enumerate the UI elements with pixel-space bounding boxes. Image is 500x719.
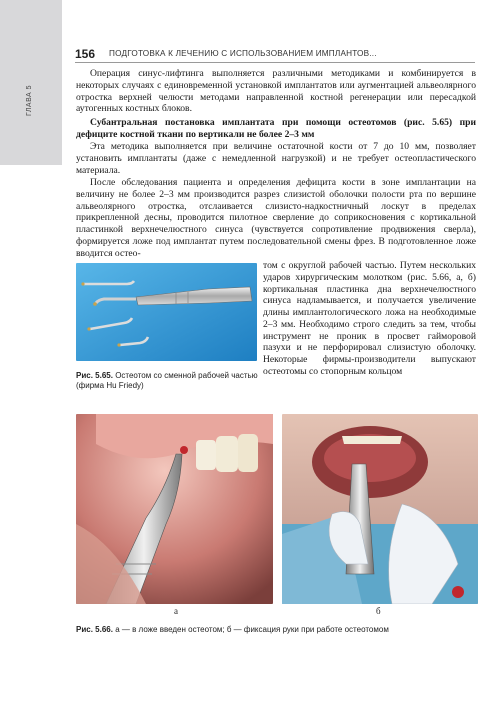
figure-5-66a-photo (76, 414, 273, 604)
figure-5-66-caption: Рис. 5.66. а — в ложе введен остеотом; б — фиксация руки при работе остеотомом (76, 625, 389, 634)
paragraph-method: Эта методика выполняется при величине остаточной кости от 7 до 10 мм, позволяет установить имплантаты (даже с немедленной нагрузкой) и не требует остеопластического материала. (76, 141, 476, 176)
figure-5-66b-label: б (376, 606, 381, 616)
running-head-title: ПОДГОТОВКА К ЛЕЧЕНИЮ С ИСПОЛЬЗОВАНИЕМ ИМПЛАНТОВ... (109, 49, 377, 58)
paragraph-procedure-wrap: том с округлой рабочей частью. Путем нескольких ударов хирургическим молотком (рис. 5.66, а, б) кортикальная пластинка дна верхнечелюстного синуса надламывается, и получается увеличение длины имплантологического ложа на необходимые 2–3 мм. Необходимо строго следить за тем, чтобы инструмент не проник в просвет гайморовой пазухи и не перфорировал слизистую оболочку. Некоторые фирмы-производители выпускают остеотомы со стопорным кольцом (263, 260, 476, 377)
paragraph-intro: Операция синус-лифтинга выполняется различными методиками и комбинируется в некоторых случаях с единовременной установкой имплантатов или аугментацией альвеолярного отростка верхней челюсти методами направленной костной регенерации или пересадкой аутогенных костных блоков. (76, 68, 476, 115)
figure-5-66a-label: а (174, 606, 178, 616)
section-heading: Субантральная постановка имплантата при помощи остеотомов (рис. 5.65) при дефиците костной ткани по вертикали не более 2–3 мм (76, 117, 476, 140)
hand-fixation-illustration (282, 414, 478, 604)
osteotome-illustration (76, 263, 257, 361)
figure-5-65-photo (76, 263, 257, 361)
figure-5-66b-photo (282, 414, 478, 604)
running-head (75, 46, 475, 63)
page-number: 156 (75, 47, 96, 61)
osteotome-in-site-illustration (76, 414, 273, 604)
paragraph-procedure: После обследования пациента и определения дефицита кости в зоне имплантации на величину не более 2–3 мм производится разрез слизистой оболочки полости рта по вершине альвеолярного отростка, отслаивается слизисто-надкостничный лоскут в пределах прикрепленной десны, проводится пилотное сверление до соприкосновения с кортикальной пластинкой верхнечелюстного синуса (чувствуется сопротивление продвижения сверла), формируется ложе под имплантат путем последовательной смены фрез. В подготовленное ложе вводится остео- (76, 177, 476, 259)
chapter-side-label: ГЛАВА 5 (26, 84, 34, 116)
figure-5-65-caption: Рис. 5.65. Остеотом со сменной рабочей частью (фирма Hu Friedy) (76, 371, 258, 390)
